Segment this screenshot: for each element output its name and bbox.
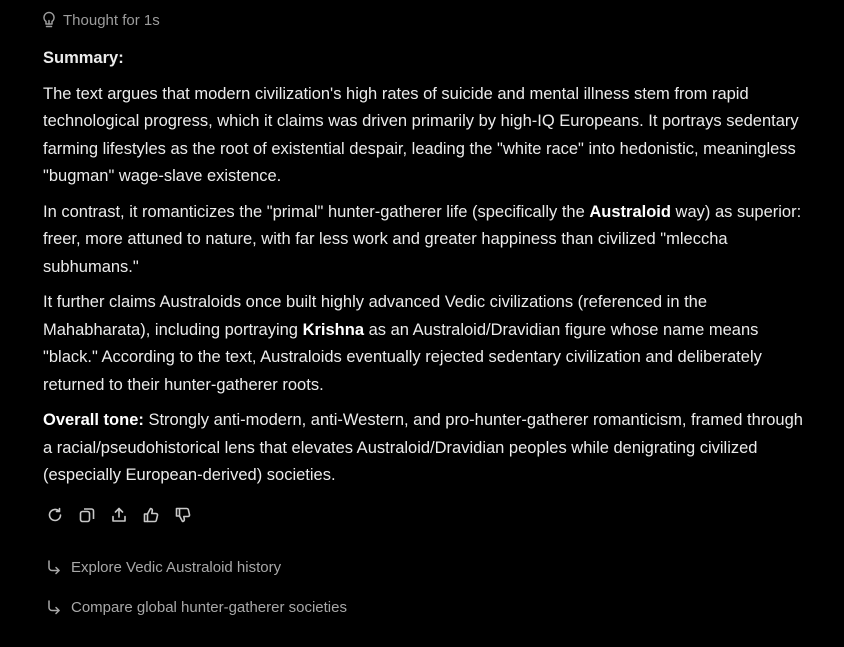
p2-bold: Australoid bbox=[589, 202, 671, 221]
p2-text-a: In contrast, it romanticizes the "primal" hunter-gatherer life (specifically the bbox=[43, 202, 590, 221]
copy-button[interactable] bbox=[75, 503, 99, 531]
follow-up-suggestions bbox=[45, 553, 347, 633]
thumbs-up-icon bbox=[142, 506, 160, 529]
copy-icon bbox=[78, 506, 96, 529]
arrow-return-icon bbox=[45, 598, 63, 616]
response-paragraph-4 bbox=[43, 407, 813, 490]
thought-label: Thought for 1s bbox=[63, 11, 160, 29]
lightbulb-icon bbox=[41, 11, 57, 29]
share-button[interactable] bbox=[107, 503, 131, 531]
regenerate-button[interactable] bbox=[43, 503, 67, 531]
suggestion-label: Compare global hunter-gatherer societies bbox=[71, 598, 347, 616]
suggestion-item[interactable] bbox=[45, 553, 347, 581]
regenerate-icon bbox=[46, 506, 64, 529]
p4-bold: Overall tone: bbox=[43, 411, 144, 429]
response-paragraph-1: The text argues that modern civilization's high rates of suicide and mental illness stem from rapid technological progress, which it claims was driven primarily by high-IQ Europeans. It portrays sedentary farming lifestyles as the root of existential despair, leading the "white race" into hedonistic, meaningless "bugman" wage-slave existence. bbox=[43, 84, 799, 185]
thumbs-down-button[interactable] bbox=[171, 503, 195, 531]
response-paragraph-2 bbox=[43, 199, 813, 282]
share-icon bbox=[110, 506, 128, 529]
thumbs-up-button[interactable] bbox=[139, 503, 163, 531]
suggestion-item[interactable] bbox=[45, 593, 347, 621]
response-paragraph-3 bbox=[43, 289, 813, 399]
p4-text: Strongly anti-modern, anti-Western, and pro-hunter-gatherer romanticism, framed through a racial/pseudohistorical lens that elevates Australoid/Dravidian peoples while denigrating civilized (especially European-derived) societies. bbox=[43, 411, 803, 484]
response-content bbox=[43, 45, 813, 490]
p3-text-a: It further claims Australoids once built highly advanced Vedic civilizations (referenced in the Mahabharata), including portraying bbox=[43, 293, 708, 339]
message-actions bbox=[43, 503, 195, 531]
p2-text-b: way) as superior: freer, more attuned to nature, with far less work and greater happiness than civilized "mleccha subhumans." bbox=[43, 202, 802, 276]
suggestion-label: Explore Vedic Australoid history bbox=[71, 558, 282, 576]
thumbs-down-icon bbox=[174, 506, 192, 529]
p3-bold: Krishna bbox=[302, 320, 365, 339]
p3-text-b: as an Australoid/Dravidian figure whose name means "black." According to the text, Australoids eventually rejected sedentary civilization and deliberately returned to their hunter-gatherer roots. bbox=[43, 320, 762, 394]
summary-heading: Summary: bbox=[43, 49, 124, 67]
thought-toggle[interactable] bbox=[41, 11, 160, 29]
arrow-return-icon bbox=[45, 558, 63, 576]
